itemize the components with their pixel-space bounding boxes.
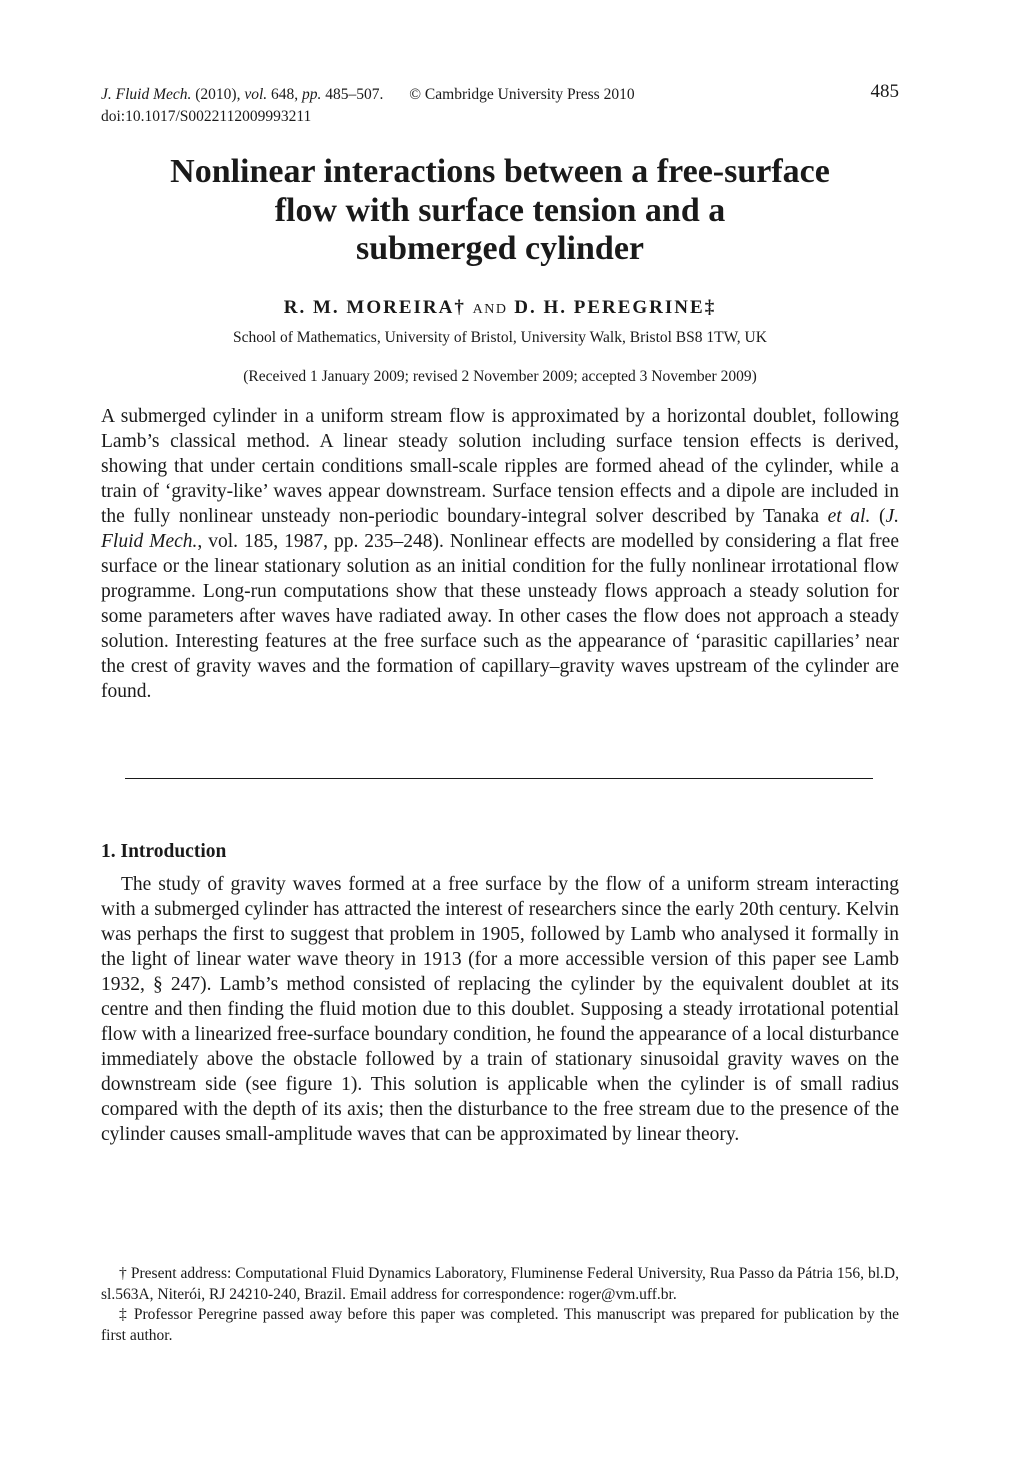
introduction-paragraph: The study of gravity waves formed at a free surface by the flow of a uniform stream interacting with a submerged cylinder has attracted the interest of researchers since the early 20th century. Kelvin was perhaps the first to suggest that problem in 1905, followed by Lamb who analysed it formally in the light of linear water wave theory in 1913 (for a more accessible version of this paper see Lamb 1932, § 247). Lamb’s method consisted of replacing the cylinder by the equivalent doublet at its centre and then finding the fluid motion due to this doublet. Supposing a steady irrotational potential flow with a linearized free-surface boundary condition, he found the appearance of a local disturbance immediately above the obstacle followed by a train of stationary sinusoidal gravity waves on the downstream side (see figure 1). This solution is applicable when the cylinder is of small radius compared with the depth of its axis; then the disturbance to the free stream due to the presence of the cylinder causes small-amplitude waves that can be approximated by linear theory.	[101, 874, 899, 1145]
journal-year: (2010),	[195, 86, 241, 103]
journal-name: J. Fluid Mech.	[101, 86, 192, 103]
pages-label: pp.	[302, 86, 322, 103]
abstract-text-1: A submerged cylinder in a uniform stream flow is approximated by a horizontal doublet, following Lamb’s classical method. A linear steady solution including surface tension effects is derived, showing that under certain conditions small-scale ripples are formed ahead of the cylinder, while a train of ‘gravity-like’ waves appear downstream. Surface tension effects and a dipole are included in the fully nonlinear unsteady non-periodic boundary-integral solver described by Tanaka	[101, 406, 899, 527]
abstract-journal-ref: J. Fluid Mech.	[101, 506, 899, 552]
page-number: 485	[870, 81, 899, 102]
footnote-dagger: † Present address: Computational Fluid Dynamics Laboratory, Fluminense Federal University, Rua Passo da Pátria 156, bl.D, sl.563A, Niterói, RJ 24210-240, Brazil. Email address for correspondence: roger@vm.uff.br.	[101, 1265, 899, 1303]
abstract-text-2: (	[870, 506, 886, 527]
abstract	[101, 404, 899, 704]
received-dates: (Received 1 January 2009; revised 2 November 2009; accepted 3 November 2009)	[243, 368, 757, 385]
doi: doi:10.1017/S0022112009993211	[101, 108, 312, 125]
abstract-divider	[125, 778, 873, 779]
footnote-double-dagger: ‡ Professor Peregrine passed away before this paper was completed. This manuscript was prepared for publication by the first author.	[101, 1306, 899, 1344]
abstract-text-3: , vol. 185, 1987, pp. 235–248). Nonlinear effects are modelled by considering a flat free surface or the linear stationary solution as an initial condition for the fully nonlinear irrotational flow programme. Long-run computations show that these unsteady flows approach a steady solution for some parameters after waves have radiated away. In other cases the flow does not approach a steady solution. Interesting features at the free surface such as the appearance of ‘parasitic capillaries’ near the crest of gravity waves and the formation of capillary–gravity waves upstream of the cylinder are found.	[101, 531, 899, 702]
title-line-2: flow with surface tension and a	[274, 191, 726, 229]
paper-title	[101, 153, 899, 269]
copyright-notice: © Cambridge University Press 2010	[409, 86, 635, 103]
volume-label: vol.	[244, 86, 268, 103]
author-conjunction: AND	[472, 302, 508, 317]
title-line-1: Nonlinear interactions between a free-surface	[170, 153, 830, 190]
abstract-et-al: et al.	[827, 506, 871, 527]
volume-number: 648,	[271, 86, 299, 103]
page-range: 485–507.	[325, 86, 384, 103]
citation-line	[101, 84, 899, 106]
footnotes	[101, 1264, 899, 1346]
running-header	[101, 81, 899, 128]
section-heading: 1. Introduction	[101, 841, 227, 862]
affiliation: School of Mathematics, University of Bristol, University Walk, Bristol BS8 1TW, UK	[233, 329, 767, 346]
author-2: D. H. PEREGRINE‡	[514, 297, 717, 318]
author-1: R. M. MOREIRA†	[283, 297, 466, 318]
title-line-3: submerged cylinder	[355, 230, 645, 267]
author-list	[101, 297, 899, 319]
